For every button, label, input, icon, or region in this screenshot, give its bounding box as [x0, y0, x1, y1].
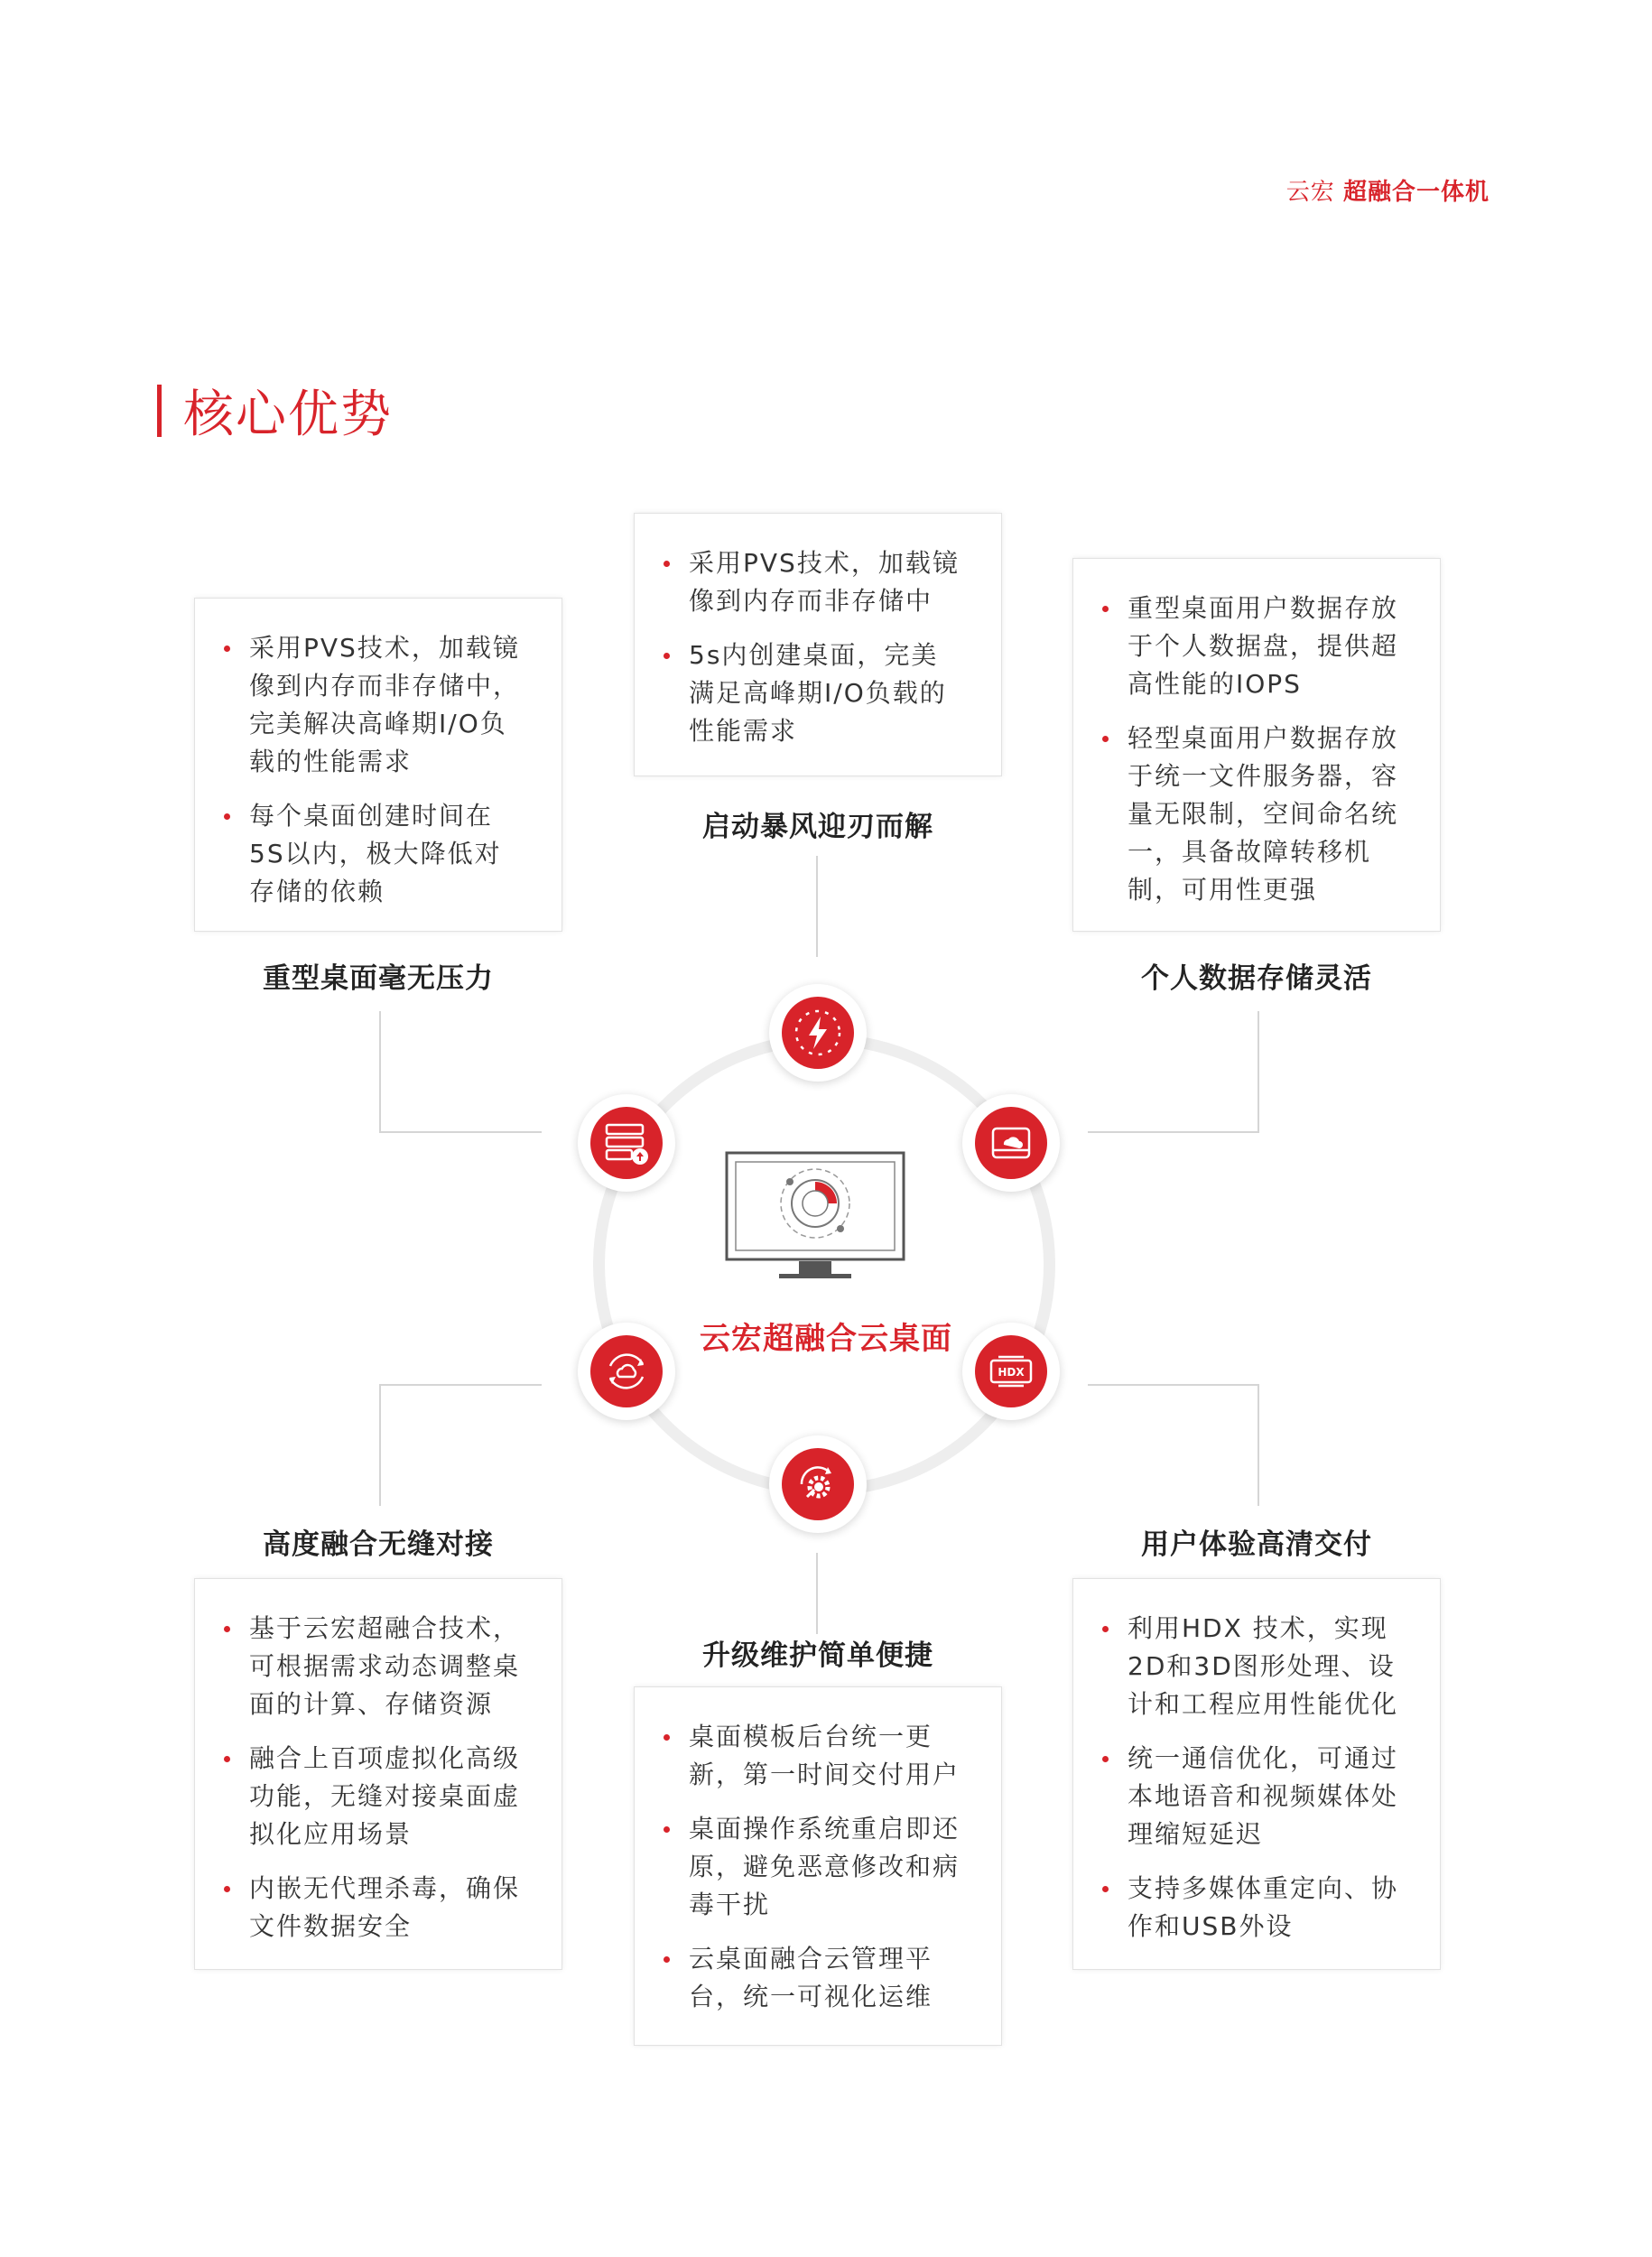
feature-title-easy-upgrade: 升级维护简单便捷: [702, 1639, 933, 1672]
feature-card-heavy-desktop: [194, 598, 562, 932]
bullet-item: 轻型桌面用户数据存放于统一文件服务器，容量无限制，空间命名统一，具备故障转移机制，可用性更强: [1128, 720, 1404, 909]
brand-header: [1286, 173, 1490, 207]
node-hdx: [962, 1323, 1060, 1420]
hdx-icon-text: HDX: [998, 1366, 1025, 1379]
bullet-item: 利用HDX 技术，实现2D和3D图形处理、设计和工程应用性能优化: [1128, 1610, 1404, 1723]
feature-title-boot-storm: 启动暴风迎刃而解: [702, 811, 933, 843]
node-cloud-sync: [578, 1323, 675, 1420]
bullet-item: 每个桌面创建时间在5S以内，极大降低对存储的依赖: [249, 797, 525, 911]
center-label: 云宏超融合云桌面: [700, 1321, 952, 1357]
node-server: [578, 1094, 675, 1192]
feature-card-boot-storm: [634, 513, 1002, 776]
bullet-item: 内嵌无代理杀毒，确保文件数据安全: [249, 1870, 525, 1946]
connector-bottom-left-h: [379, 1384, 542, 1386]
connector-bottom-left-v: [379, 1384, 381, 1506]
brand-product: 超融合一体机: [1342, 179, 1490, 206]
connector-top-center: [816, 856, 818, 957]
bullet-item: 采用PVS技术，加载镜像到内存而非存储中: [689, 544, 965, 620]
cloud-drive-icon: [984, 1116, 1038, 1170]
bullet-item: 统一通信优化，可通过本地语音和视频媒体处理缩短延迟: [1128, 1740, 1404, 1853]
connector-bottom-right-v: [1258, 1384, 1259, 1506]
connector-top-left-h: [379, 1131, 542, 1133]
bullet-item: 支持多媒体重定向、协作和USB外设: [1128, 1870, 1404, 1946]
feature-title-deep-fusion: 高度融合无缝对接: [263, 1528, 494, 1561]
cloud-sync-icon: [599, 1344, 654, 1398]
bullet-item: 基于云宏超融合技术，可根据需求动态调整桌面的计算、存储资源: [249, 1610, 525, 1723]
bullet-item: 融合上百项虚拟化高级功能，无缝对接桌面虚拟化应用场景: [249, 1740, 525, 1853]
feature-title-hd-delivery: 用户体验高清交付: [1141, 1528, 1372, 1561]
section-title: [157, 379, 393, 442]
feature-card-easy-upgrade: [634, 1686, 1002, 2046]
connector-top-left-v: [379, 1011, 381, 1133]
feature-title-heavy-desktop: 重型桌面毫无压力: [263, 962, 494, 995]
brand-prefix: 云宏: [1285, 179, 1335, 206]
bullet-item: 云桌面融合云管理平台，统一可视化运维: [689, 1940, 965, 2016]
gear-maintenance-icon: [791, 1457, 845, 1511]
bullet-item: 桌面操作系统重启即还原，避免恶意修改和病毒干扰: [689, 1810, 965, 1924]
feature-title-personal-data: 个人数据存储灵活: [1141, 962, 1372, 995]
node-gear: [769, 1435, 867, 1533]
feature-card-deep-fusion: [194, 1578, 562, 1970]
bullet-item: 采用PVS技术，加载镜像到内存而非存储中，完美解决高峰期I/O负载的性能需求: [249, 629, 525, 781]
section-title-text: 核心优势: [183, 385, 393, 444]
lightning-icon: [791, 1006, 845, 1060]
server-upload-icon: [599, 1116, 654, 1170]
feature-card-personal-data: [1072, 558, 1441, 932]
feature-card-hd-delivery: [1072, 1578, 1441, 1970]
node-cloud-drive: [962, 1094, 1060, 1192]
connector-bottom-center: [816, 1553, 818, 1634]
monitor-chart-icon: [725, 1151, 905, 1286]
node-lightning: [769, 984, 867, 1082]
connector-bottom-right-h: [1088, 1384, 1259, 1386]
connector-top-right-v: [1258, 1011, 1259, 1133]
title-accent-bar: [157, 385, 162, 437]
bullet-item: 5s内创建桌面，完美满足高峰期I/O负载的性能需求: [689, 636, 965, 750]
bullet-item: 桌面模板后台统一更新，第一时间交付用户: [689, 1718, 965, 1794]
bullet-item: 重型桌面用户数据存放于个人数据盘，提供超高性能的IOPS: [1128, 590, 1404, 703]
hdx-icon: [984, 1344, 1038, 1398]
connector-top-right-h: [1088, 1131, 1259, 1133]
